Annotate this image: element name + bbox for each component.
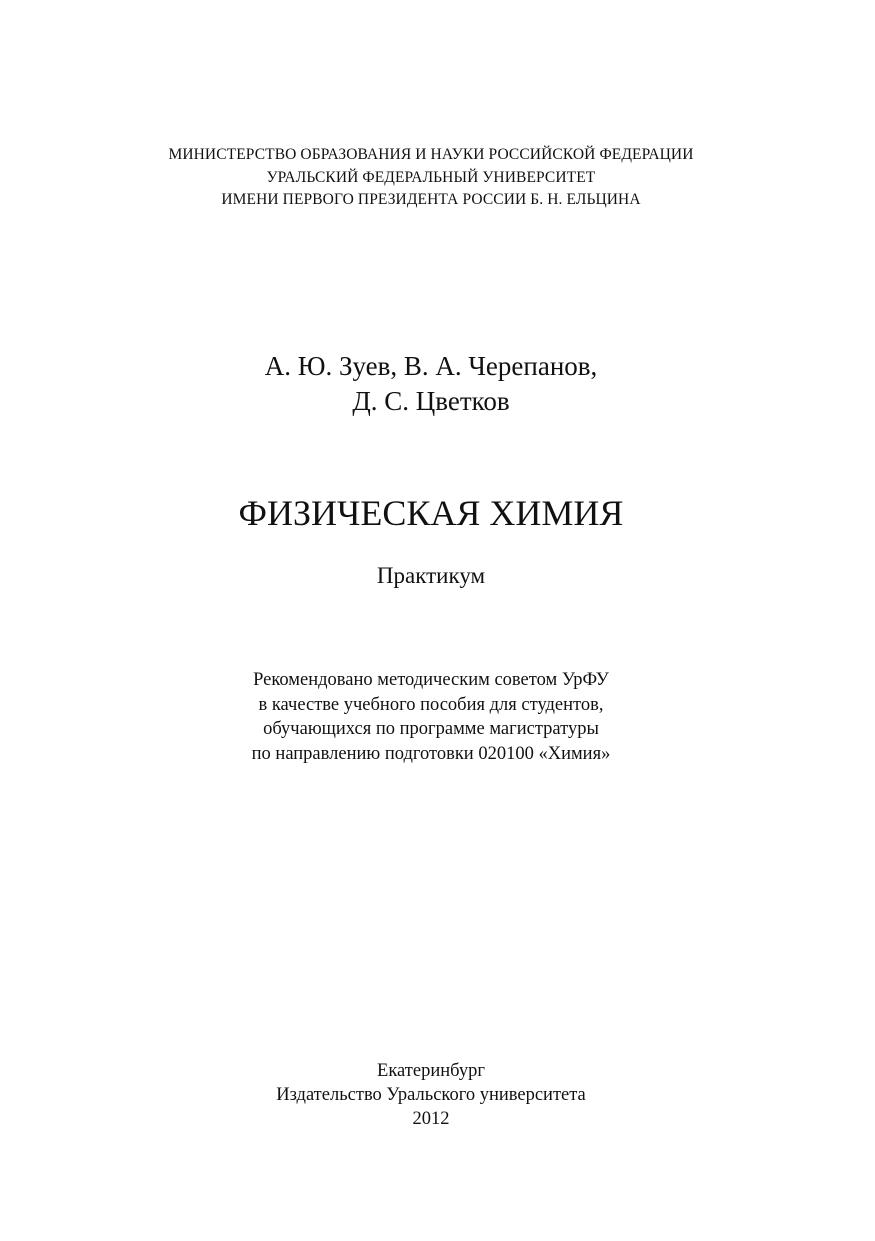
university-line: УРАЛЬСКИЙ ФЕДЕРАЛЬНЫЙ УНИВЕРСИТЕТ [266,168,596,186]
ministry-line: МИНИСТЕРСТВО ОБРАЗОВАНИЯ И НАУКИ РОССИЙСКОЙ ФЕДЕРАЦИИ [168,146,694,163]
imprint-year: 2012 [412,1109,450,1129]
recommendation-line-1: Рекомендовано методическим советом УрФУ [253,670,609,690]
university-name-line: ИМЕНИ ПЕРВОГО ПРЕЗИДЕНТА РОССИИ Б. Н. ЕЛЬЦИНА [221,191,641,208]
authors-line-2: Д. С. Цветков [352,386,510,416]
recommendation-line-4: по направлению подготовки 020100 «Химия» [251,743,611,764]
imprint [0,1059,862,1131]
book-subtitle: Практикум [376,563,486,588]
imprint-city: Екатеринбург [377,1061,485,1081]
authors-line-1: А. Ю. Зуев, В. А. Черепанов, [264,351,598,381]
book-title: ФИЗИЧЕСКАЯ ХИМИЯ [238,493,624,533]
recommendation-note [0,668,862,766]
authors [0,349,862,419]
recommendation-line-3: обучающихся по программе магистратуры [263,719,599,739]
institution-header [0,144,862,212]
recommendation-line-2: в качестве учебного пособия для студентов, [258,694,604,715]
imprint-publisher: Издательство Уральского университета [276,1085,586,1105]
